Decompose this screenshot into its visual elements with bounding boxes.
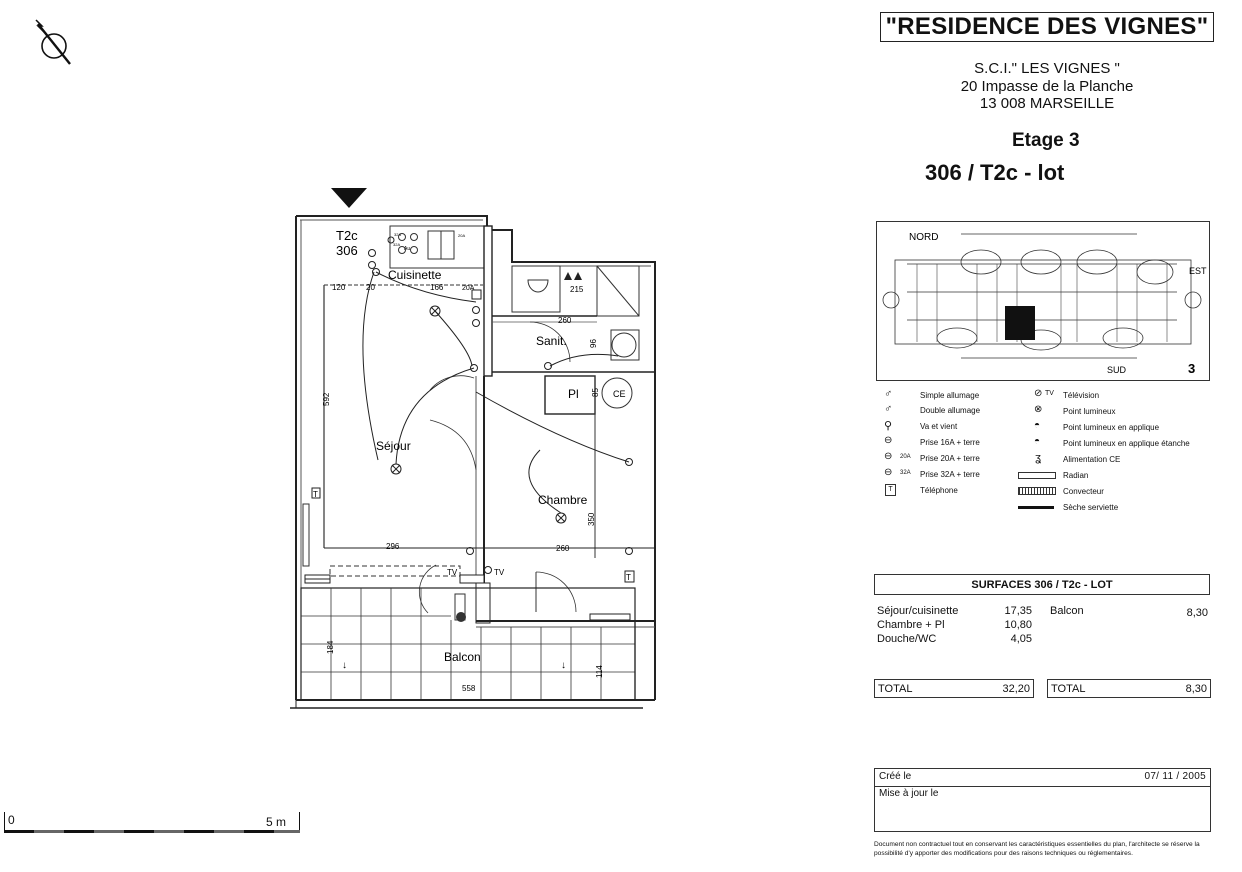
legend-label: Prise 20A + terre [920, 454, 980, 463]
site-plan-east-label: EST [1189, 266, 1207, 276]
legend-item [884, 435, 1044, 451]
legend-item [1034, 388, 1210, 404]
building-location-plan [876, 221, 1210, 381]
surface-balcony-name: Balcon [1050, 605, 1084, 617]
room-label-bath: Sanit. [536, 334, 567, 348]
dimension-label: 20 [366, 283, 375, 292]
site-plan-drawing [877, 222, 1209, 380]
room-label-kitchen: Cuisinette [388, 268, 442, 282]
scale-start-label: 0 [8, 813, 15, 827]
surface-room-name: Séjour/cuisinette [877, 605, 959, 617]
legend-item [884, 419, 1044, 435]
dimension-label: 114 [595, 665, 604, 678]
tv-code: TV [1045, 390, 1054, 397]
surface-room-value: 4,05 [1010, 633, 1032, 645]
legend-item [1034, 484, 1210, 500]
dimension-label: 296 [386, 542, 400, 551]
dimension-label: 260 [556, 544, 570, 553]
legend-label: Va et vient [920, 422, 958, 431]
north-arrow-icon [30, 18, 80, 68]
legend-item [1034, 420, 1210, 436]
legend-item [884, 388, 1044, 403]
socket-code: 20A [900, 454, 911, 460]
created-row [875, 769, 1210, 787]
apartment-floor-plan [285, 180, 665, 720]
legend-label: Point lumineux [1063, 407, 1116, 416]
surface-room-name: Douche/WC [877, 633, 937, 645]
tv-outlet-label: TV [494, 568, 505, 577]
legend-right-column [1034, 388, 1210, 516]
legend-label: Sèche serviette [1063, 503, 1119, 512]
wall-light-sealed-icon: ◓ [1034, 436, 1041, 447]
room-label-closet: Pl [568, 387, 579, 401]
legend-item [884, 451, 1044, 467]
tv-outlet-label: TV [447, 568, 458, 577]
simple-switch-icon: ♂ [884, 388, 893, 400]
socket-20a-icon: ⊖ [884, 451, 893, 462]
dimension-label: 260 [558, 316, 572, 325]
dimension-label: 20A [462, 285, 475, 292]
created-label: Créé le [879, 771, 912, 782]
room-label-bedroom: Chambre [538, 493, 588, 507]
unit-location-marker [1005, 306, 1035, 340]
date-box [874, 768, 1211, 832]
telephone-outlet-label: T [313, 490, 318, 499]
svg-text:32A: 32A [394, 232, 402, 237]
created-date: 07/ 11 / 2005 [1144, 771, 1206, 782]
dimension-label: 184 [326, 640, 335, 654]
telephone-icon: T [885, 484, 896, 496]
socket-32a-icon: ⊖ [884, 467, 893, 478]
total-balcony-value: 8,30 [1185, 683, 1207, 695]
floor-label: Etage 3 [1012, 130, 1080, 151]
legend-left-column [884, 388, 1044, 499]
dimension-label: 350 [587, 512, 596, 526]
legend-item [1034, 500, 1210, 516]
two-way-switch-icon: ⚲ [884, 420, 893, 432]
telephone-outlet-label: T [626, 573, 631, 582]
dimension-label: 558 [462, 684, 476, 693]
legend-label: Téléphone [920, 486, 958, 495]
total-balcony-box [1047, 679, 1211, 698]
legend-item [884, 403, 1044, 419]
legend-item [1034, 436, 1210, 452]
legend-label: Convecteur [1063, 487, 1104, 496]
surface-room-name: Chambre + Pl [877, 619, 945, 631]
svg-text:Au: Au [404, 246, 411, 252]
balcony-drain-arrow: ↓ [561, 660, 566, 671]
unit-label: 306 / T2c - lot [925, 160, 1065, 185]
dimension-label: 85 [591, 388, 600, 397]
surfaces-title: SURFACES 306 / T2c - LOT [874, 574, 1210, 595]
legend-label: Prise 32A + terre [920, 470, 980, 479]
total-label: TOTAL [878, 683, 913, 695]
dimension-label: 215 [570, 285, 584, 294]
tv-icon: ⊘ [1034, 388, 1043, 399]
towel-dryer-icon [1018, 506, 1054, 509]
legend-label: Prise 16A + terre [920, 438, 980, 447]
surface-balcony-value: 8,30 [1186, 607, 1208, 619]
site-plan-south-label: SUD [1107, 365, 1127, 375]
power-supply-icon: ʓ [1035, 452, 1041, 464]
legend-item [1034, 404, 1210, 420]
owner-street: 20 Impasse de la Planche [960, 78, 1134, 95]
surface-room-value: 10,80 [1004, 619, 1032, 631]
ceiling-light-icon: ⊗ [1034, 404, 1043, 415]
legend-item [1034, 452, 1210, 468]
residence-title: "RESIDENCE DES VIGNES" [880, 12, 1214, 42]
scale-end-label: 5 m [266, 815, 287, 829]
socket-rating-label: 20A [458, 233, 466, 238]
site-plan-floor-number: 3 [1188, 361, 1196, 376]
total-rooms-value: 32,20 [1002, 683, 1030, 695]
wall-light-icon: ◓ [1034, 420, 1041, 431]
legend-label: Alimentation CE [1063, 455, 1121, 464]
scale-bar [4, 830, 300, 833]
unit-tag-number: 306 [336, 243, 358, 258]
surface-room-value: 17,35 [1004, 605, 1032, 617]
room-label-balcony: Balcon [444, 650, 481, 664]
room-label-living: Séjour [376, 439, 411, 453]
total-rooms-box [874, 679, 1034, 698]
legend-label: Double allumage [920, 406, 981, 415]
entrance-marker-icon [331, 188, 367, 208]
legend-label: Télévision [1063, 391, 1100, 400]
room-label-ce: CE [613, 389, 626, 399]
updated-label: Mise à jour le [879, 788, 939, 799]
legend-item [1034, 468, 1210, 484]
balcony-drain-arrow: ↓ [342, 660, 347, 671]
radiator-icon [1018, 472, 1056, 479]
socket-16a-icon: ⊖ [884, 435, 893, 446]
owner-city: 13 008 MARSEILLE [979, 95, 1115, 112]
owner-name: S.C.I." LES VIGNES " [974, 60, 1120, 77]
unit-tag-type: T2c [336, 228, 358, 243]
dimension-label: 592 [322, 392, 331, 406]
dimension-label: 96 [589, 339, 598, 348]
dimension-label: 166 [430, 283, 444, 292]
socket-code: 32A [900, 470, 911, 476]
legend-label: Point lumineux en applique [1063, 423, 1160, 432]
dimension-label: 120 [332, 283, 346, 292]
total-label: TOTAL [1051, 683, 1086, 695]
legend-label: Simple allumage [920, 391, 980, 400]
legend-label: Radian [1063, 471, 1089, 480]
convector-icon [1018, 487, 1056, 495]
disclaimer-note: Document non contractuel tout en conservant les caractéristiques essentielles du plan, l'architecte se réserve la possibilité d'y apporter des modifications pour des raisons techniques ou réglementaires. [874, 841, 1200, 857]
double-switch-icon: ♂ [884, 403, 893, 415]
legend-label: Point lumineux en applique étanche [1063, 439, 1190, 448]
socket-rating-label: 32A [393, 242, 401, 247]
site-plan-north-label: NORD [909, 232, 939, 243]
